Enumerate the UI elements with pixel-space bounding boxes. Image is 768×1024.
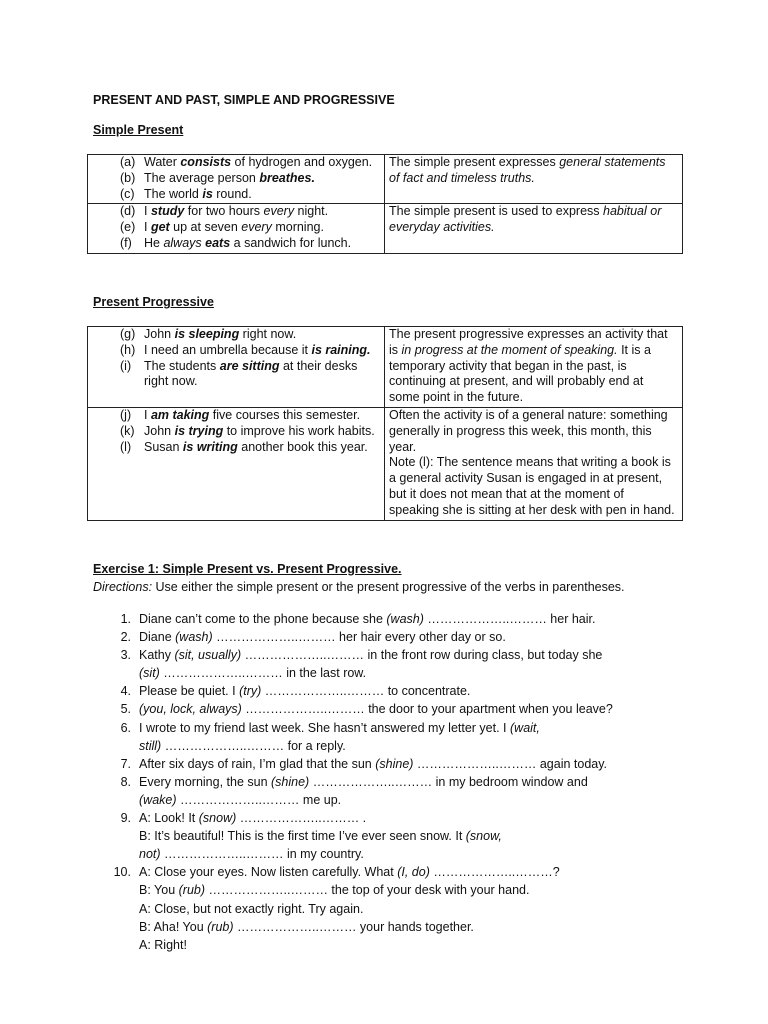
example-sentence bbox=[92, 220, 378, 236]
item-text: Kathy (sit, usually) ………………..……… in the front row during class, but today she (sit) ………………..……… in the last row. bbox=[139, 648, 603, 681]
examples-cell bbox=[88, 155, 385, 204]
example-text: The world is round. bbox=[144, 186, 252, 201]
example-label: (f) bbox=[120, 235, 132, 250]
exercise-item bbox=[93, 719, 693, 755]
item-text: After six days of rain, I’m glad that the sun (shine) ………………..……… again today. bbox=[139, 756, 608, 771]
item-text: A: Look! It (snow) ………………..……… . B: It’s beautiful! This is the first time I’ve ever seen snow. It (snow, not) ………………..……… in my country. bbox=[139, 811, 502, 862]
item-number: 6. bbox=[120, 720, 131, 735]
example-label: (d) bbox=[120, 204, 136, 219]
example-label: (g) bbox=[120, 327, 136, 341]
example-sentence bbox=[92, 408, 378, 424]
example-label: (h) bbox=[120, 342, 136, 357]
item-number: 5. bbox=[120, 702, 131, 717]
examples-cell bbox=[88, 204, 385, 253]
example-sentence bbox=[92, 155, 378, 171]
exercise-item bbox=[93, 646, 693, 682]
example-sentence bbox=[92, 171, 378, 187]
explanation-cell: The simple present is used to express habitual or everyday activities. bbox=[385, 204, 683, 253]
item-number: 2. bbox=[120, 630, 131, 645]
exercise-item bbox=[93, 610, 693, 628]
section-heading-present-progressive: Present Progressive bbox=[93, 295, 214, 309]
example-sentence bbox=[92, 204, 378, 220]
example-text: The students are sitting at their desks right now. bbox=[144, 358, 358, 389]
example-label: (a) bbox=[120, 155, 136, 169]
exercise-item bbox=[93, 809, 693, 863]
example-label: (k) bbox=[120, 423, 135, 438]
exercise-directions bbox=[93, 580, 625, 594]
item-number: 9. bbox=[120, 811, 131, 826]
exercise-item bbox=[93, 863, 693, 953]
explanation-cell: The present progressive expresses an activity that is in progress at the moment of speaking. It is a temporary activity that began in the past, is continuing at present, and will probably end at some point in the future. bbox=[385, 327, 683, 408]
explanation-cell: The simple present expresses general statements of fact and timeless truths. bbox=[385, 155, 683, 204]
item-text: I wrote to my friend last week. She hasn’t answered my letter yet. I (wait, still) ………………..……… for a reply. bbox=[139, 720, 540, 753]
example-text: I need an umbrella because it is raining. bbox=[144, 342, 371, 357]
simple-present-table bbox=[87, 154, 683, 254]
example-sentence bbox=[92, 187, 378, 203]
example-sentence bbox=[92, 327, 378, 343]
item-text: Diane (wash) ………………..……… her hair every other day or so. bbox=[139, 630, 506, 645]
example-label: (l) bbox=[120, 439, 132, 454]
exercise-items bbox=[93, 610, 693, 954]
example-label: (b) bbox=[120, 170, 136, 185]
directions-text: Use either the simple present or the present progressive of the verbs in parentheses. bbox=[152, 580, 625, 594]
item-number: 3. bbox=[120, 648, 131, 663]
example-sentence bbox=[92, 359, 378, 391]
directions-label: Directions: bbox=[93, 580, 153, 594]
present-progressive-row bbox=[88, 327, 683, 408]
example-text: I am taking five courses this semester. bbox=[144, 407, 361, 422]
present-progressive-row bbox=[88, 407, 683, 520]
explanation-cell: Often the activity is of a general nature: something generally in progress this week, this month, this year. Note (l): The sentence means that writing a book is a general activity Susan is engaged in at present, but it does not mean that at the moment of speaking she is sitting at her desk with pen in hand. bbox=[385, 407, 683, 520]
example-sentence bbox=[92, 236, 378, 252]
item-text: (you, lock, always) ………………..……… the door to your apartment when you leave? bbox=[139, 702, 613, 717]
exercise-item bbox=[93, 700, 693, 718]
example-label: (e) bbox=[120, 220, 136, 235]
example-text: He always eats a sandwich for lunch. bbox=[144, 235, 352, 250]
exercise-item bbox=[93, 628, 693, 646]
example-sentence bbox=[92, 424, 378, 440]
item-text: Please be quiet. I (try) ………………..……… to concentrate. bbox=[139, 684, 471, 699]
present-progressive-table bbox=[87, 326, 683, 521]
example-text: John is trying to improve his work habits. bbox=[144, 423, 375, 438]
item-number: 8. bbox=[120, 774, 131, 789]
exercise-item bbox=[93, 682, 693, 700]
section-heading-simple-present: Simple Present bbox=[93, 123, 184, 137]
item-text: Diane can’t come to the phone because she (wash) ………………..……… her hair. bbox=[139, 612, 596, 626]
example-sentence bbox=[92, 343, 378, 359]
item-number: 7. bbox=[120, 756, 131, 771]
example-text: I study for two hours every night. bbox=[144, 204, 329, 219]
item-text: A: Close your eyes. Now listen carefully. What (I, do) ………………..………? B: You (rub) ………………..……… the top of your desk with your hand. A: Close, but not exactly right. Try again. B: Aha! You (rub) ………………..……… your hands together. A: Right! bbox=[139, 865, 560, 952]
item-number: 10. bbox=[113, 865, 131, 880]
simple-present-row bbox=[88, 204, 683, 253]
examples-cell bbox=[88, 407, 385, 520]
exercise-item bbox=[93, 773, 693, 809]
exercise-heading: Exercise 1: Simple Present vs. Present Progressive. bbox=[93, 562, 402, 576]
page-title: PRESENT AND PAST, SIMPLE AND PROGRESSIVE bbox=[93, 93, 395, 107]
exercise-item bbox=[93, 755, 693, 773]
example-label: (c) bbox=[120, 186, 135, 201]
item-number: 4. bbox=[120, 684, 131, 699]
simple-present-row bbox=[88, 155, 683, 204]
example-label: (j) bbox=[120, 407, 132, 422]
item-text: Every morning, the sun (shine) ………………..……… in my bedroom window and (wake) ………………..……… me up. bbox=[139, 774, 588, 807]
example-text: I get up at seven every morning. bbox=[144, 220, 324, 235]
example-label: (i) bbox=[120, 358, 132, 373]
item-number: 1. bbox=[120, 612, 131, 626]
example-sentence bbox=[92, 440, 378, 456]
example-text: John is sleeping right now. bbox=[144, 327, 297, 341]
example-text: The average person breathes. bbox=[144, 170, 315, 185]
example-text: Water consists of hydrogen and oxygen. bbox=[144, 155, 373, 169]
example-text: Susan is writing another book this year. bbox=[144, 439, 368, 454]
examples-cell bbox=[88, 327, 385, 408]
